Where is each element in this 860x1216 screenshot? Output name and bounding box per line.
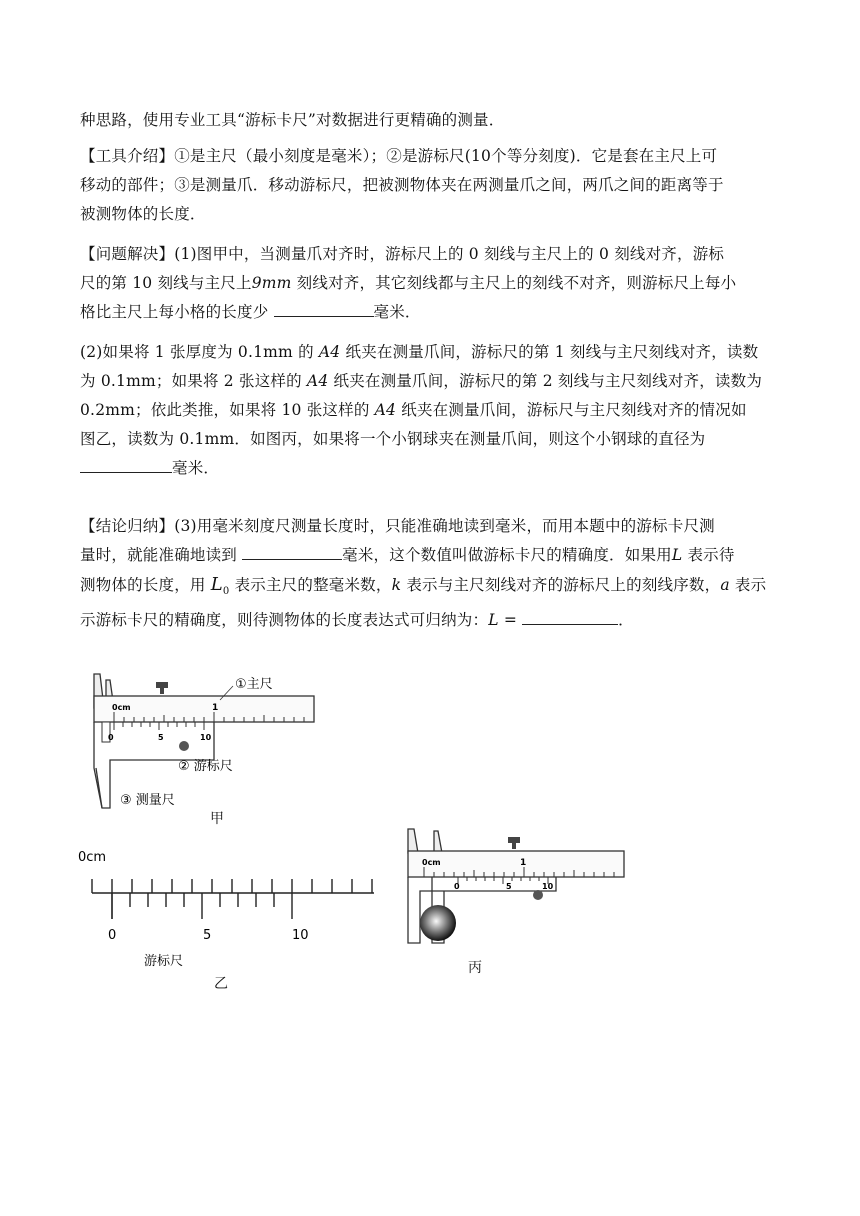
main-scale-cm-label: 0cm xyxy=(112,703,131,712)
q2-line-1: (2)如果将 1 张厚度为 0.1mm 的 A4 纸夹在测量爪间，游标尺的第 1 刻线与主尺刻线对齐，读数 xyxy=(80,343,759,361)
q1-answer-blank[interactable] xyxy=(274,300,374,317)
caption-yi: 乙 xyxy=(214,976,228,992)
tool-intro-line-2: 移动的部件；③是测量爪．移动游标尺，把被测物体夹在两测量爪之间，两爪之间的距离等于 xyxy=(80,176,724,194)
q3-line-4: 示游标卡尺的精确度，则待测物体的长度表达式可归纳为：L = ． xyxy=(80,606,780,635)
tool-intro-line-3: 被测物体的长度． xyxy=(80,205,206,223)
q2-line-2: 为 0.1mm；如果将 2 张这样的 A4 纸夹在测量爪间，游标尺的第 2 刻线与主尺刻线对齐，读数为 xyxy=(80,372,763,390)
bing-vernier-10-label: 10 xyxy=(542,882,554,891)
thumb-wheel xyxy=(179,741,189,751)
vernier-scale-label: ② 游标尺 xyxy=(178,759,233,774)
q2-answer-blank[interactable] xyxy=(80,456,172,473)
intro-line: 种思路，使用专业工具“游标卡尺”对数据进行更精确的测量． xyxy=(80,111,505,129)
q3-line-2: 量时，就能准确地读到 毫米，这个数值叫做游标卡尺的精确度．如果用L 表示待 xyxy=(80,541,780,570)
figure-yi xyxy=(78,845,388,995)
main-scale-label: ①主尺 xyxy=(235,677,273,692)
bing-vernier-5-label: 5 xyxy=(506,882,512,891)
caption-bing: 丙 xyxy=(468,960,482,976)
vernier-10-label: 10 xyxy=(200,733,212,742)
figure-jia xyxy=(80,668,340,828)
intro-paragraph xyxy=(80,106,780,135)
q1-line-3: 格比主尺上每小格的长度少 毫米． xyxy=(80,298,780,327)
yi-vernier-5-label: 5 xyxy=(203,928,212,943)
q3-precision-blank[interactable] xyxy=(242,543,342,560)
yi-vernier-10-label: 10 xyxy=(292,928,309,943)
question-1 xyxy=(80,240,780,327)
q2-line-4: 图乙，读数为 0.1mm．如图丙，如果将一个小钢球夹在测量爪间，则这个小钢球的直径为 xyxy=(80,430,706,448)
q1-line-1: 【问题解决】(1)图甲中，当测量爪对齐时，游标尺上的 0 刻线与主尺上的 0 刻线对齐，游标 xyxy=(80,245,725,263)
bing-vernier-0-label: 0 xyxy=(454,882,460,891)
yi-vernier-label: 游标尺 xyxy=(144,954,184,969)
question-3 xyxy=(80,512,780,635)
steel-ball xyxy=(420,905,456,941)
tool-intro-paragraph xyxy=(80,142,780,229)
q3-line-3: 测物体的长度，用 $L_0$ 表示主尺的整毫米数，k 表示与主尺刻线对齐的游标尺上的刻线序数，a 表示 xyxy=(80,574,767,598)
q1-line-2: 尺的第 10 刻线与主尺上9mm 刻线对齐，其它刻线都与主尺上的刻线不对齐，则游标尺上每小 xyxy=(80,274,737,292)
vernier-reading-diagram-yi xyxy=(78,845,388,995)
bing-1-label: 1 xyxy=(520,858,527,868)
q2-line-3: 0.2mm；依此类推，如果将 10 张这样的 A4 纸夹在测量爪间，游标尺与主尺刻线对齐的情况如 xyxy=(80,401,747,419)
caption-jia: 甲 xyxy=(210,811,224,827)
bing-thumb-wheel xyxy=(533,890,543,900)
main-scale-1-label: 1 xyxy=(212,703,219,713)
figure-bing xyxy=(396,825,636,975)
yi-cm-label: 0cm xyxy=(78,850,107,865)
caliper-diagram-jia xyxy=(80,668,340,828)
q2-line-5: 毫米． xyxy=(80,454,780,483)
vernier-0-label: 0 xyxy=(108,733,114,742)
q3-formula-blank[interactable] xyxy=(522,608,618,625)
caliper-ball-diagram-bing xyxy=(396,825,636,955)
q3-line-1: 【结论归纳】(3)用毫米刻度尺测量长度时，只能准确地读到毫米，而用本题中的游标卡尺测 xyxy=(80,517,715,535)
yi-vernier-0-label: 0 xyxy=(108,928,117,943)
lock-screw xyxy=(156,682,168,688)
bing-lock-screw xyxy=(508,837,520,843)
jaw-label: ③ 测量尺 xyxy=(120,793,175,808)
bing-cm-label: 0cm xyxy=(422,858,441,867)
vernier-5-label: 5 xyxy=(158,733,164,742)
question-2 xyxy=(80,338,780,483)
tool-intro-line-1: 【工具介绍】①是主尺（最小刻度是毫米）；②是游标尺(10个等分刻度)．它是套在主尺上可 xyxy=(80,147,718,165)
